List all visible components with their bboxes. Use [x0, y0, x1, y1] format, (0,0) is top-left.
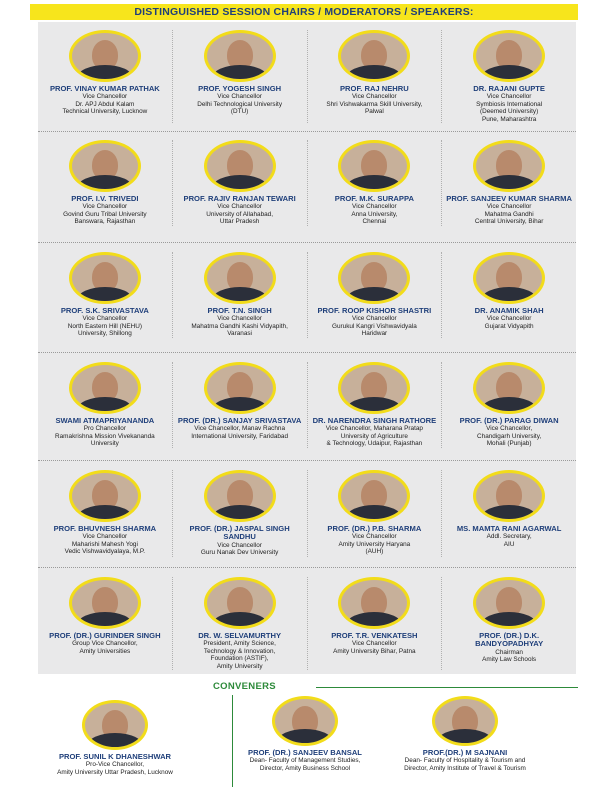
speaker-info: Vice Chancellor, Maharana Pratap University of Agriculture & Technology, Udaipur, Rajasthan	[325, 425, 423, 448]
speaker-card	[38, 362, 172, 448]
portrait-body	[212, 287, 268, 304]
portrait-body	[212, 612, 268, 629]
speaker-name: DR. NARENDRA SINGH RATHORE	[312, 416, 437, 425]
speaker-name: PROF. ROOP KISHOR SHASTRI	[317, 306, 432, 315]
portrait-body	[481, 397, 537, 414]
convener-photo	[82, 700, 148, 750]
speaker-name: PROF. SANJEEV KUMAR SHARMA	[446, 194, 572, 203]
speaker-name: PROF. RAJ NEHRU	[339, 84, 409, 93]
speaker-name: PROF. (DR.) JASPAL SINGH SANDHU	[189, 524, 290, 542]
convener-photo	[432, 696, 498, 746]
portrait-body	[346, 175, 402, 192]
convener-photo	[272, 696, 338, 746]
speaker-row	[38, 140, 576, 226]
speaker-info: Vice Chancellor Mahatma Gandhi Central University, Bihar	[474, 203, 544, 226]
row-separator	[38, 131, 576, 132]
speaker-row	[38, 252, 576, 338]
speaker-info: Vice Chancellor North Eastern Hill (NEHU) University, Shillong	[67, 315, 142, 338]
speaker-name: PROF. (DR.) GURINDER SINGH	[49, 631, 161, 640]
speaker-info: Vice Chancellor Delhi Technological University (DTU)	[197, 93, 283, 116]
portrait-body	[481, 505, 537, 522]
speaker-card	[307, 577, 442, 670]
speaker-photo	[338, 140, 410, 192]
portrait-body	[346, 612, 402, 629]
speaker-photo	[338, 362, 410, 414]
speaker-card	[172, 470, 307, 557]
speaker-photo	[69, 140, 141, 192]
speaker-card	[441, 362, 576, 448]
speaker-photo	[204, 140, 276, 192]
portrait-body	[346, 397, 402, 414]
convener-info: Dean- Faculty of Hospitality & Tourism and Director, Amity Institute of Travel & Tourism	[404, 757, 526, 772]
speaker-photo	[204, 30, 276, 82]
portrait-body	[481, 612, 537, 629]
portrait-body	[346, 65, 402, 82]
speaker-photo	[204, 577, 276, 629]
speaker-info: Vice Chancellor Gurukul Kangri Vishwavidyala Haridwar	[331, 315, 417, 338]
speaker-photo	[69, 252, 141, 304]
speaker-photo	[473, 577, 545, 629]
speaker-info: Vice Chancellor Anna University, Chennai	[351, 203, 398, 226]
portrait-body	[481, 175, 537, 192]
speaker-name: PROF. (DR.) SANJAY SRIVASTAVA	[177, 416, 302, 425]
portrait-body	[77, 65, 133, 82]
speaker-name: DR. W. SELVAMURTHY	[198, 631, 282, 640]
speaker-photo	[69, 470, 141, 522]
speaker-card	[172, 30, 307, 123]
speaker-row	[38, 30, 576, 123]
speaker-name: PROF. YOGESH SINGH	[198, 84, 282, 93]
speaker-card	[441, 140, 576, 226]
speaker-name: DR. RAJANI GUPTE	[473, 84, 545, 93]
speaker-card	[38, 30, 172, 123]
speaker-row	[38, 577, 576, 670]
speaker-card	[307, 252, 442, 338]
speaker-photo	[473, 362, 545, 414]
row-separator	[38, 242, 576, 243]
speaker-photo	[338, 470, 410, 522]
speaker-photo	[204, 252, 276, 304]
speaker-name: PROF. RAJIV RANJAN TEWARI	[183, 194, 296, 203]
speaker-info: Vice Chancellor Amity University Bihar, Patna	[333, 640, 416, 655]
convener-card	[20, 700, 210, 776]
speaker-card	[307, 30, 442, 123]
speaker-name: PROF. T.R. VENKATESH	[331, 631, 418, 640]
speaker-card	[38, 470, 172, 557]
speaker-photo	[204, 470, 276, 522]
speaker-name: PROF. VINAY KUMAR PATHAK	[49, 84, 160, 93]
row-separator	[38, 352, 576, 353]
convener-info: Dean- Faculty of Management Studies, Director, Amity Business School	[249, 757, 361, 772]
speaker-name: SWAMI ATMAPRIYANANDA	[55, 416, 155, 425]
speaker-photo	[473, 470, 545, 522]
speaker-info: Vice Chancellor Govind Guru Tribal University Banswara, Rajasthan	[63, 203, 147, 226]
portrait-body	[212, 65, 268, 82]
portrait-body	[346, 287, 402, 304]
speaker-row	[38, 362, 576, 448]
convener-card	[370, 696, 560, 772]
portrait-body	[77, 397, 133, 414]
portrait-body	[481, 287, 537, 304]
convener-name: PROF. (DR.) SANJEEV BANSAL	[248, 748, 362, 757]
speaker-photo	[69, 577, 141, 629]
speaker-photo	[204, 362, 276, 414]
conveners-rule	[316, 687, 578, 688]
speaker-info: President, Amity Science, Technology & Innovation, Foundation (ASTIF), Amity University	[203, 640, 276, 670]
portrait-body	[481, 65, 537, 82]
speaker-info: Vice Chancellor Symbiosis International (Deemed University) Pune, Maharashtra	[476, 93, 543, 123]
speaker-card	[172, 252, 307, 338]
speaker-card	[38, 252, 172, 338]
row-separator	[38, 567, 576, 568]
portrait-body	[437, 729, 493, 746]
speaker-card	[38, 140, 172, 226]
conveners-title: CONVENERS	[213, 681, 276, 692]
portrait-body	[77, 505, 133, 522]
speaker-photo	[69, 362, 141, 414]
speaker-name: PROF. (DR.) PARAG DIWAN	[459, 416, 559, 425]
speaker-row	[38, 470, 576, 557]
speaker-info: Vice Chancellor Dr. APJ Abdul Kalam Technical University, Lucknow	[62, 93, 148, 116]
speaker-photo	[473, 140, 545, 192]
portrait-body	[77, 287, 133, 304]
speaker-info: Vice Chancellor Guru Nanak Dev University	[200, 541, 279, 557]
portrait-body	[212, 175, 268, 192]
speaker-photo	[338, 252, 410, 304]
speaker-name: PROF. (DR.) P.B. SHARMA	[327, 524, 422, 533]
speaker-name: PROF. I.V. TRIVEDI	[71, 194, 139, 203]
portrait-body	[77, 175, 133, 192]
speaker-info: Vice Chancellor Shri Vishwakarma Skill University, Palwal	[326, 93, 423, 116]
speaker-card	[172, 362, 307, 448]
speaker-card	[307, 140, 442, 226]
speaker-name: PROF. S.K. SRIVASTAVA	[60, 306, 149, 315]
speaker-card	[38, 577, 172, 670]
speaker-info: Group Vice Chancellor, Amity Universities	[72, 640, 138, 655]
convener-info: Pro-Vice Chancellor, Amity University Uttar Pradesh, Lucknow	[57, 761, 173, 776]
speaker-card	[172, 577, 307, 670]
speaker-info: Vice Chancellor Maharishi Mahesh Yogi Vedic Vishwavidyalaya, M.P.	[64, 533, 146, 556]
speaker-card	[441, 470, 576, 557]
speaker-photo	[473, 252, 545, 304]
speaker-name: PROF. M.K. SURAPPA	[334, 194, 414, 203]
portrait-body	[277, 729, 333, 746]
speaker-photo	[338, 577, 410, 629]
speaker-info: Vice Chancellor, Chandigarh University, Mohali (Punjab)	[477, 425, 542, 448]
speaker-name: PROF. T.N. SINGH	[207, 306, 272, 315]
speaker-info: Vice Chancellor Amity University Haryana (AUH)	[338, 533, 411, 556]
speaker-name: DR. ANAMIK SHAH	[474, 306, 544, 315]
speaker-info: Vice Chancellor, Manav Rachna International University, Faridabad	[191, 425, 289, 440]
portrait-body	[346, 505, 402, 522]
portrait-body	[212, 505, 268, 522]
speaker-photo	[473, 30, 545, 82]
speaker-card	[441, 30, 576, 123]
speaker-info: Addl. Secretary, AIU	[486, 533, 532, 548]
speaker-info: Pro Chancellor Ramakrishna Mission Vivekananda University	[55, 425, 155, 448]
speaker-card	[441, 577, 576, 670]
header-banner	[30, 4, 578, 20]
row-separator	[38, 460, 576, 461]
speaker-card	[441, 252, 576, 338]
speaker-name: MS. MAMTA RANI AGARWAL	[456, 524, 562, 533]
speaker-info: Chairman Amity Law Schools	[482, 648, 537, 664]
convener-name: PROF. SUNIL K DHANESHWAR	[58, 752, 172, 761]
speaker-card	[307, 470, 442, 557]
header-title: DISTINGUISHED SESSION CHAIRS / MODERATORS / SPEAKERS:	[134, 6, 474, 18]
speaker-name: PROF. BHUVNESH SHARMA	[53, 524, 157, 533]
speaker-name: PROF. (DR.) D.K. BANDYOPADHYAY	[475, 631, 544, 649]
speaker-photo	[338, 30, 410, 82]
portrait-body	[77, 612, 133, 629]
speaker-photo	[69, 30, 141, 82]
portrait-body	[87, 733, 143, 750]
speaker-info: Vice Chancellor University of Allahabad, Uttar Pradesh	[206, 203, 274, 226]
speaker-info: Vice Chancellor Gujarat Vidyapith	[484, 315, 534, 330]
speaker-info: Vice Chancellor Mahatma Gandhi Kashi Vidyapith, Varanasi	[191, 315, 288, 338]
portrait-body	[212, 397, 268, 414]
speaker-card	[172, 140, 307, 226]
convener-name: PROF.(DR.) M SAJNANI	[422, 748, 508, 757]
speaker-card	[307, 362, 442, 448]
